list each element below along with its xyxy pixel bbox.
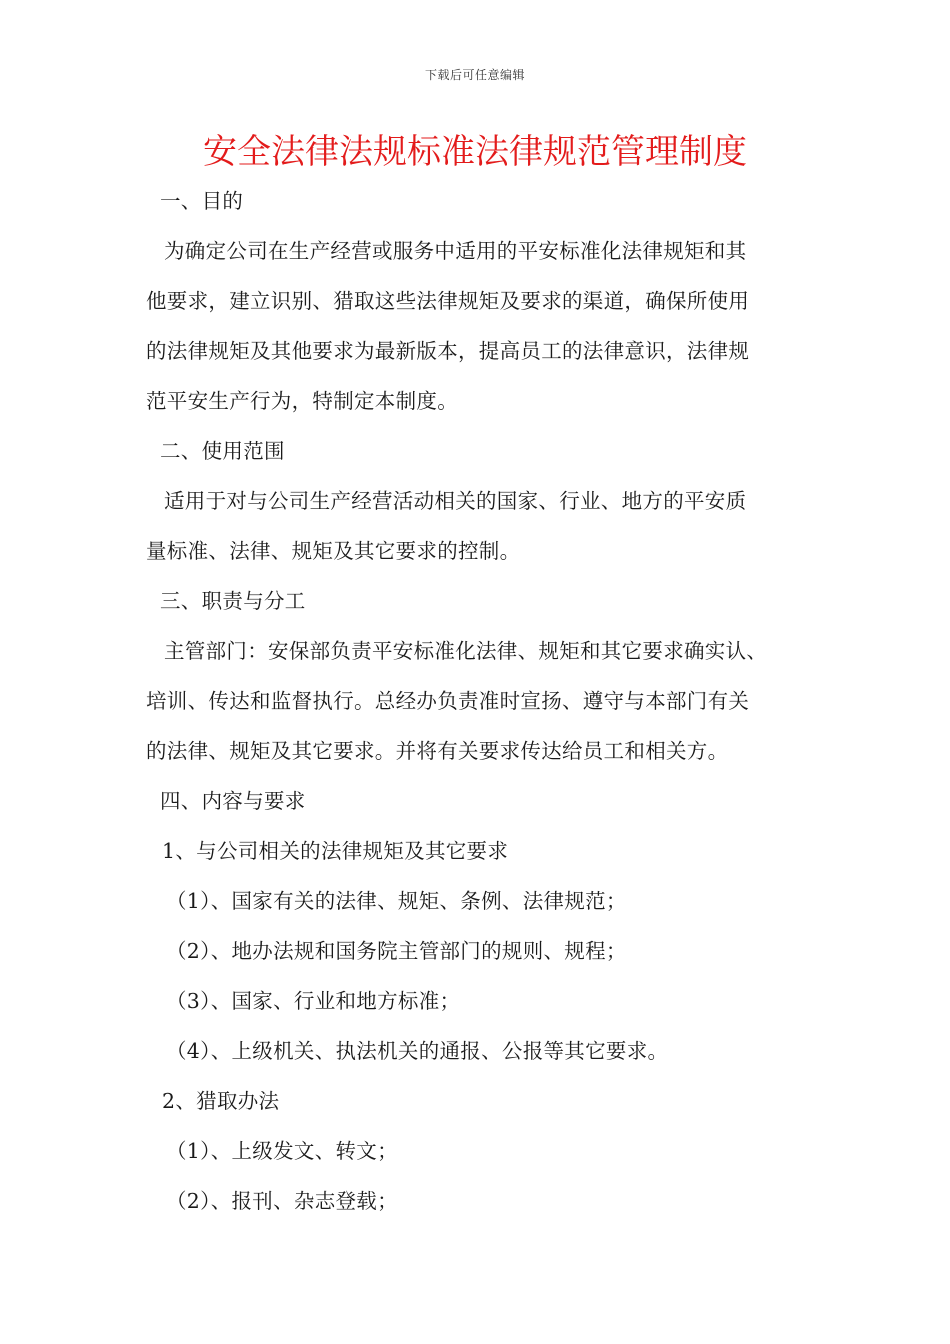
section-heading-purpose: 一、目的 — [160, 189, 244, 213]
paragraph-line: 主管部门：安保部负责平安标准化法律、规矩和其它要求确实认、 — [164, 639, 768, 663]
list-item: （3）、国家、行业和地方标准； — [166, 989, 461, 1013]
document-body — [146, 176, 826, 1226]
list-item: （2）、地办法规和国务院主管部门的规则、规程； — [166, 939, 627, 963]
paragraph-line: 范平安生产行为，特制定本制度。 — [146, 389, 458, 413]
section-heading-content: 四、内容与要求 — [160, 789, 306, 813]
subsection-heading: 1、与公司相关的法律规矩及其它要求 — [162, 839, 509, 863]
section-heading-scope: 二、使用范围 — [160, 439, 285, 463]
section-heading-responsibilities: 三、职责与分工 — [160, 589, 306, 613]
list-item: （4）、上级机关、执法机关的通报、公报等其它要求。 — [166, 1039, 669, 1063]
list-item: （1）、国家有关的法律、规矩、条例、法律规范； — [166, 889, 627, 913]
subsection-heading: 2、猎取办法 — [162, 1089, 280, 1113]
paragraph-line: 为确定公司在生产经营或服务中适用的平安标准化法律规矩和其 — [164, 239, 747, 263]
paragraph-line: 的法律、规矩及其它要求。并将有关要求传达给员工和相关方。 — [146, 739, 729, 763]
document-title: 安全法律法规标准法律规范管理制度 — [203, 132, 747, 172]
paragraph-line: 的法律规矩及其他要求为最新版本，提高员工的法律意识，法律规 — [146, 339, 750, 363]
header-note: 下载后可任意编辑 — [424, 68, 525, 82]
list-item: （2）、报刊、杂志登载； — [166, 1189, 398, 1213]
paragraph-line: 量标准、法律、规矩及其它要求的控制。 — [146, 539, 521, 563]
list-item: （1）、上级发文、转文； — [166, 1139, 398, 1163]
paragraph-line: 培训、传达和监督执行。总经办负责准时宣扬、遵守与本部门有关 — [146, 689, 750, 713]
paragraph-line: 他要求，建立识别、猎取这些法律规矩及要求的渠道，确保所使用 — [146, 289, 750, 313]
paragraph-line: 适用于对与公司生产经营活动相关的国家、行业、地方的平安质 — [164, 489, 747, 513]
